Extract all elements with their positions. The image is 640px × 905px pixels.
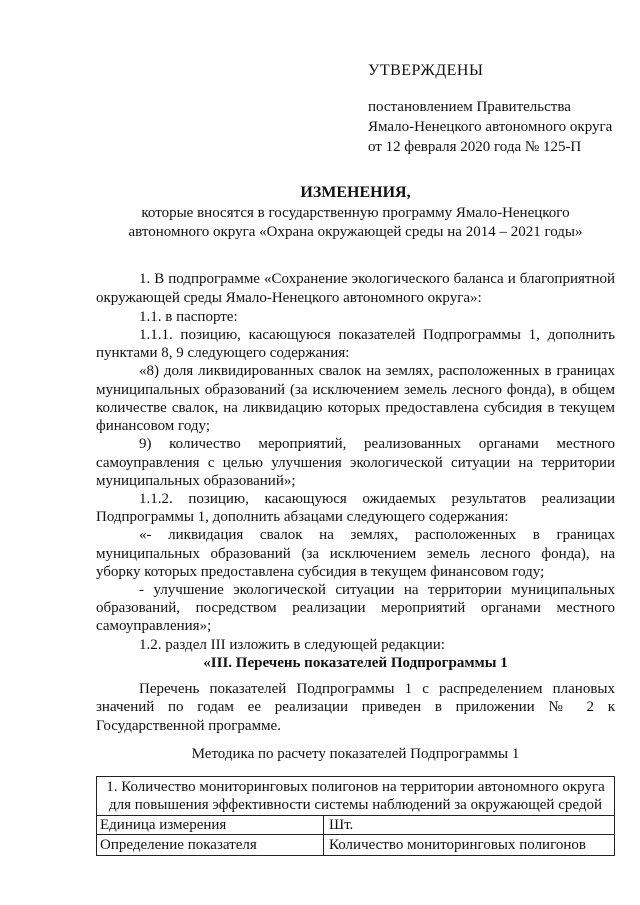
methodology-title: Методика по расчету показателей Подпрограммы 1	[191, 746, 520, 762]
table-border	[96, 834, 615, 835]
table-row-value: Шт.	[329, 817, 354, 833]
paragraph-line: Перечень показателей Подпрограммы 1 с распределением плановых	[139, 681, 615, 697]
table-border	[96, 855, 615, 856]
approval-line-2: Ямало-Ненецкого автономного округа	[368, 119, 613, 135]
body-line: самоуправления с целью улучшения экологической ситуации на территории	[96, 455, 615, 471]
body-line: 1. В подпрограмме «Сохранение экологического баланса и благоприятной	[139, 271, 615, 287]
body-line: 1.1.2. позицию, касающуюся ожидаемых результатов реализации	[139, 491, 615, 507]
approval-title: УТВЕРЖДЕНЫ	[368, 62, 484, 79]
body-line: образований, посредством реализации мероприятий органами местного	[96, 600, 615, 616]
body-line: самоуправления»;	[96, 618, 212, 634]
table-border	[96, 776, 615, 777]
body-line: 1.1. в паспорте:	[139, 309, 238, 325]
table-row-label: Определение показателя	[100, 837, 257, 853]
section-title: «III. Перечень показателей Подпрограммы 1	[203, 655, 508, 671]
table-header-line: 1. Количество мониторинговых полигонов на территории автономного округа	[106, 779, 605, 795]
body-line: 9) количество мероприятий, реализованных органами местного	[139, 436, 615, 452]
approval-line-3: от 12 февраля 2020 года № 125-П	[368, 139, 582, 155]
body-line: муниципальных образований (за исключением земель лесного фонда), на	[96, 546, 615, 562]
body-line: количестве свалок, на ликвидацию которых предоставлена субсидия в текущем	[96, 400, 615, 416]
table-border	[323, 815, 324, 856]
table-row-value: Количество мониторинговых полигонов	[329, 837, 586, 853]
table-header-line: для повышения эффективности системы наблюдений за окружающей средой	[109, 797, 602, 813]
document-subtitle-2: автономного округа «Охрана окружающей среды на 2014 – 2021 годы»	[128, 224, 583, 240]
body-line: 1.1.1. позицию, касающуюся показателей Подпрограммы 1, дополнить	[139, 327, 615, 343]
body-line: окружающей среды Ямало-Ненецкого автономного округа»:	[96, 290, 482, 306]
document-title: ИЗМЕНЕНИЯ,	[300, 184, 411, 201]
body-line: уборку которых предоставлена субсидия в текущем финансовом году;	[96, 564, 545, 580]
body-line: пунктами 8, 9 следующего содержания:	[96, 345, 350, 361]
body-line: муниципальных образований»;	[96, 473, 296, 489]
body-line: «8) доля ликвидированных свалок на землях, расположенных в границах	[139, 363, 615, 379]
paragraph-line: Государственной программе.	[96, 718, 281, 734]
body-line: Подпрограммы 1, дополнить абзацами следующего содержания:	[96, 509, 509, 525]
body-line: - улучшение экологической ситуации на территории муниципальных	[139, 582, 615, 598]
body-line: «- ликвидация свалок на землях, расположенных в границах	[139, 527, 615, 543]
body-line: 1.2. раздел III изложить в следующей редакции:	[139, 637, 445, 653]
indicator-table	[96, 776, 615, 856]
table-row-label: Единица измерения	[100, 817, 227, 833]
approval-line-1: постановлением Правительства	[368, 99, 571, 115]
body-line: финансовом году;	[96, 418, 211, 434]
body-line: муниципальных образований (за исключением земель лесного фонда), в общем	[96, 382, 615, 398]
paragraph-line: значений по годам ее реализации приведен в приложении № 2 к	[96, 699, 615, 715]
document-subtitle-1: которые вносятся в государственную программу Ямало-Ненецкого	[141, 205, 570, 221]
